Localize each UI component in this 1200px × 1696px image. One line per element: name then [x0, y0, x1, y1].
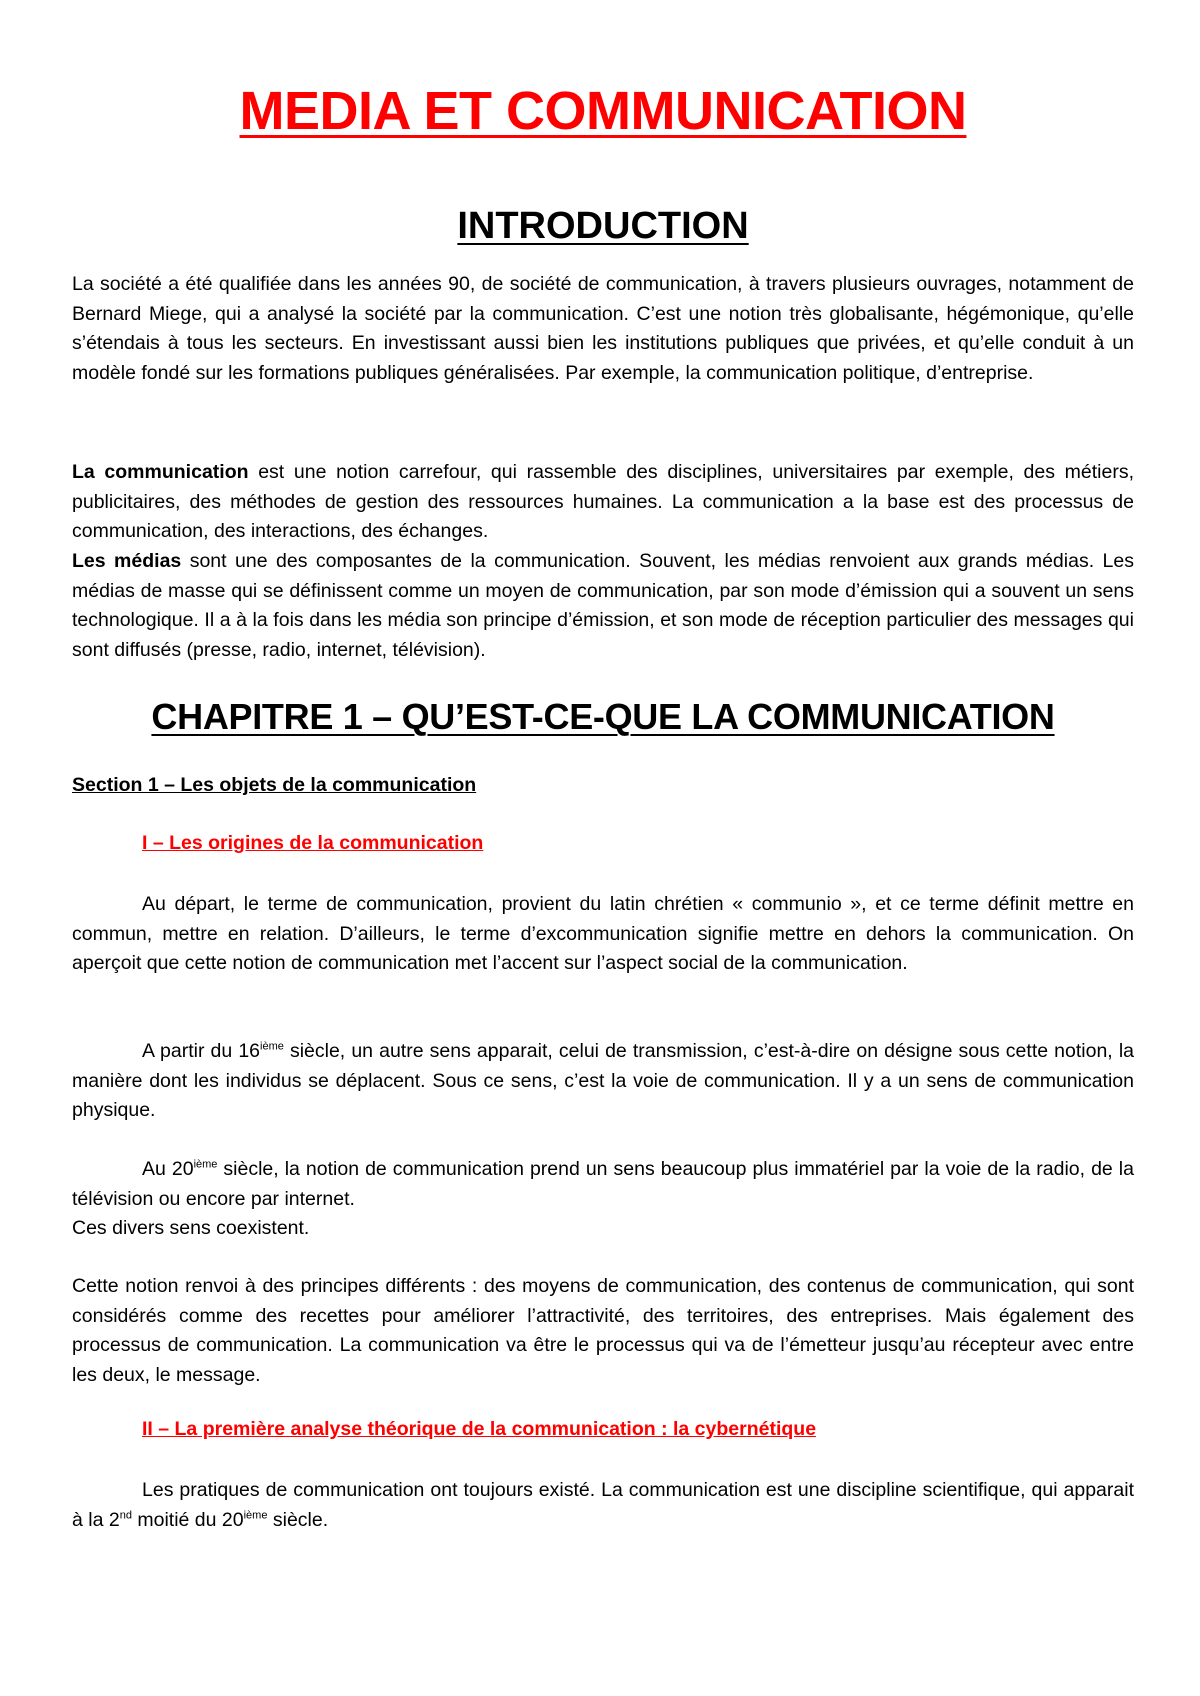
paragraph-text: moitié du 20	[131, 1508, 244, 1531]
intro-paragraph-2	[72, 458, 1134, 547]
intro-paragraph-3	[72, 547, 1134, 665]
intro-paragraph-3-text: sont une des composantes de la communication. Souvent, les médias renvoient aux grands médias. Les médias de masse qui se définissent comme un moyen de communication, par son mode d’émission qui a souvent un sens technologique. Il a à la fois dans les média son principe d’émission, et son mode de réception particulier des messages qui sont diffusés (presse, radio, internet, télévision).	[72, 550, 1134, 661]
part-1-paragraph-3	[72, 1155, 1134, 1214]
paragraph-text: siècle.	[267, 1508, 329, 1531]
paragraph-text: Les pratiques de communication ont toujours existé. La communication est une discipline scientifique, qui apparait à la 2	[72, 1479, 1134, 1531]
part-1-heading: I – Les origines de la communication	[142, 832, 484, 854]
intro-paragraph-2-text: est une notion carrefour, qui rassemble des disciplines, universitaires par exemple, des métiers, publicitaires, des méthodes de gestion des ressources humaines. La communication a la base est des processus de communication, des interactions, des échanges.	[72, 461, 1134, 542]
part-2-paragraph-1	[72, 1476, 1134, 1535]
part-1-paragraph-2	[72, 1037, 1134, 1126]
part-1-paragraph-4: Cette notion renvoi à des principes différents : des moyens de communication, des contenus de communication, qui sont considérés comme des recettes pour améliorer l’attractivité, des territoires, des entreprises. Mais également des processus de communication. La communication va être le processus qui va de l’émetteur jusqu’au récepteur avec entre les deux, le message.	[72, 1275, 1134, 1386]
term-communication: La communication	[72, 461, 249, 483]
section-1-heading: Section 1 – Les objets de la communication	[72, 774, 477, 796]
superscript: ième	[193, 1158, 218, 1171]
term-medias: Les médias	[72, 550, 182, 572]
paragraph-text: siècle, la notion de communication prend un sens beaucoup plus immatériel par la voie de la radio, de la télévision ou encore par internet.	[72, 1158, 1134, 1210]
introduction-heading: INTRODUCTION	[457, 205, 749, 247]
superscript: ième	[243, 1509, 268, 1521]
part-2-heading: II – La première analyse théorique de la communication : la cybernétique	[142, 1418, 817, 1440]
paragraph-text: A partir du 16	[142, 1040, 261, 1062]
paragraph-text: Au 20	[142, 1158, 194, 1180]
paragraph-text: siècle, un autre sens apparait, celui de transmission, c’est-à-dire on désigne sous cette notion, la manière dont les individus se déplacent. Sous ce sens, c’est la voie de communication. Il y a un sens de communication physique.	[72, 1040, 1134, 1121]
document-title: MEDIA ET COMMUNICATION	[239, 81, 967, 141]
superscript: nd	[119, 1509, 132, 1521]
superscript: ième	[260, 1040, 284, 1053]
chapter-1-heading: CHAPITRE 1 – QU’EST-CE-QUE LA COMMUNICATION	[151, 696, 1055, 737]
part-1-paragraph-1: Au départ, le terme de communication, provient du latin chrétien « communio », et ce terme définit mettre en commun, mettre en relation. D’ailleurs, le terme d’excommunication signifie mettre en dehors la communication. On aperçoit que cette notion de communication met l’accent sur l’aspect social de la communication.	[72, 893, 1134, 974]
intro-paragraph-1: La société a été qualifiée dans les années 90, de société de communication, à travers plusieurs ouvrages, notamment de Bernard Miege, qui a analysé la société par la communication. C’est une notion très globalisante, hégémonique, qu’elle s’étendais à tous les secteurs. En investissant aussi bien les institutions publiques que privées, et qu’elle conduit à un modèle fondé sur les formations publiques généralisées. Par exemple, la communication politique, d’entreprise.	[72, 273, 1134, 384]
part-1-paragraph-3-continued: Ces divers sens coexistent.	[72, 1217, 310, 1239]
